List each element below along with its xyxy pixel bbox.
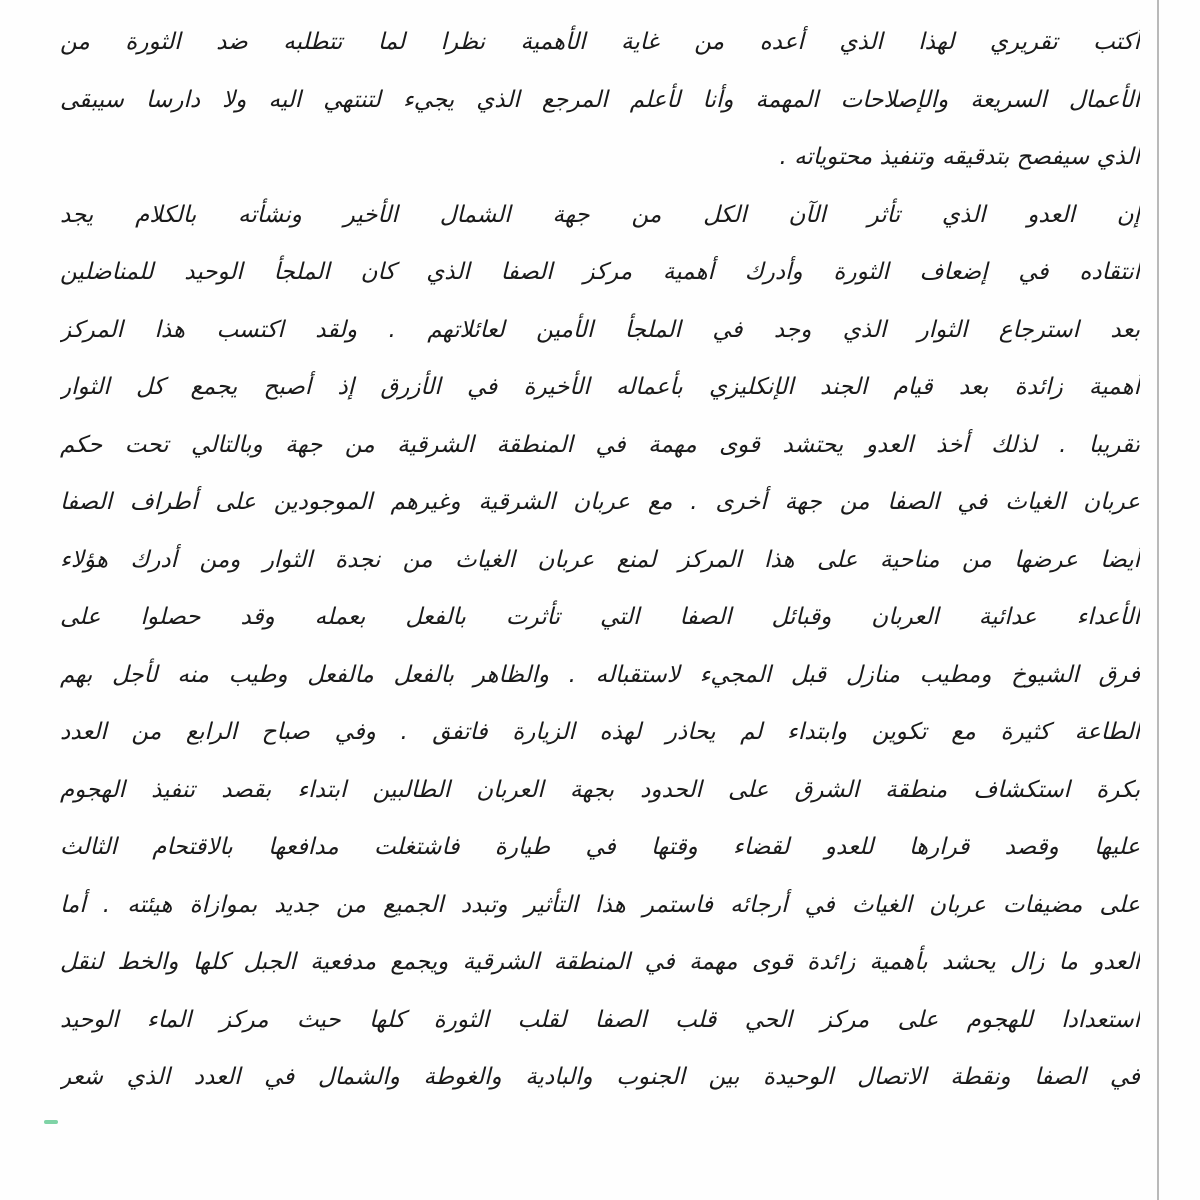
text-line: أهمية زائدة بعد قيام الجند الإنكليزي بأعماله الأخيرة في الأزرق إذ أصبح يجمع كل الثوار [60,374,1140,400]
text-line: استعدادا للهجوم على مركز الحي قلب الصفا لقلب الثورة كلها حيث مركز الماء الوحيد [60,1006,1140,1033]
text-line: عربان الغياث في الصفا من جهة أخرى . مع عربان الشرقية وغيرهم الموجودين على أطراف الصفا [60,489,1140,515]
text-line: الطاعة كثيرة مع تكوين وابتداء لم يحاذر لهذه الزيارة فاتفق . وفي صباح الرابع من العدد [60,719,1140,745]
text-line: عليها وقصد قرارها للعدو لقضاء وقتها في طيارة فاشتغلت مدافعها بالاقتحام الثالث [60,834,1140,860]
text-line: في الصفا ونقطة الاتصال الوحيدة بين الجنوب والبادية والغوطة والشمال في العدد الذي شعر [60,1064,1140,1090]
green-ink-mark [44,1120,58,1124]
text-line: بكرة استكشاف منطقة الشرق على الحدود بجهة العربان الطالبين ابتداء بقصد تنفيذ الهجوم [60,776,1140,803]
text-line: بعد استرجاع الثوار الذي وجد في الملجأ الأمين لعائلاتهم . ولقد اكتسب هذا المركز [60,316,1140,343]
text-line: انتقاده في إضعاف الثورة وأدرك أهمية مركز الصفا الذي كان الملجأ الوحيد للمناضلين [60,259,1140,285]
text-line: الذي سيفصح بتدقيقه وتنفيذ محتوياته . [779,144,1140,170]
text-line: الأعداء عدائية العربان وقبائل الصفا التي تأثرت بالفعل بعمله وقد حصلوا على [60,604,1140,630]
text-line: إن العدو الذي تأثر الآن الكل من جهة الشمال الأخير ونشأته بالكلام يجد [60,201,1140,228]
text-line: تقريبا . لذلك أخذ العدو يحتشد قوى مهمة في المنطقة الشرقية من جهة وبالتالي تحت حكم [60,431,1140,458]
text-line: على مضيفات عربان الغياث في أرجائه فاستمر هذا التأثير وتبدد الجميع من جديد بموازاة هيئته . أما [60,891,1140,918]
text-line: فرق الشيوخ ومطيب منازل قبل المجيء لاستقباله . والظاهر بالفعل مالفعل وطيب منه لأجل بهم [60,661,1140,688]
handwritten-text-block [60,14,1140,1107]
text-line: العدو ما زال يحشد بأهمية زائدة قوى مهمة في المنطقة الشرقية ويجمع مدفعية الجبل كلها والخط لنقل [60,949,1140,975]
text-line: أكتب تقريري لهذا الذي أعده من غاية الأهمية نظرا لما تتطلبه ضد الثورة من [60,29,1140,55]
text-line: أيضا عرضها من مناحية على هذا المركز لمنع عربان الغياث من نجدة الثوار ومن أدرك هؤلاء [60,546,1140,573]
right-margin-rule [1157,0,1159,1200]
text-line: الأعمال السريعة والإصلاحات المهمة وأنا لأعلم المرجع الذي يجيء لتنتهي اليه ولا دارسا سيبقى [60,86,1140,113]
